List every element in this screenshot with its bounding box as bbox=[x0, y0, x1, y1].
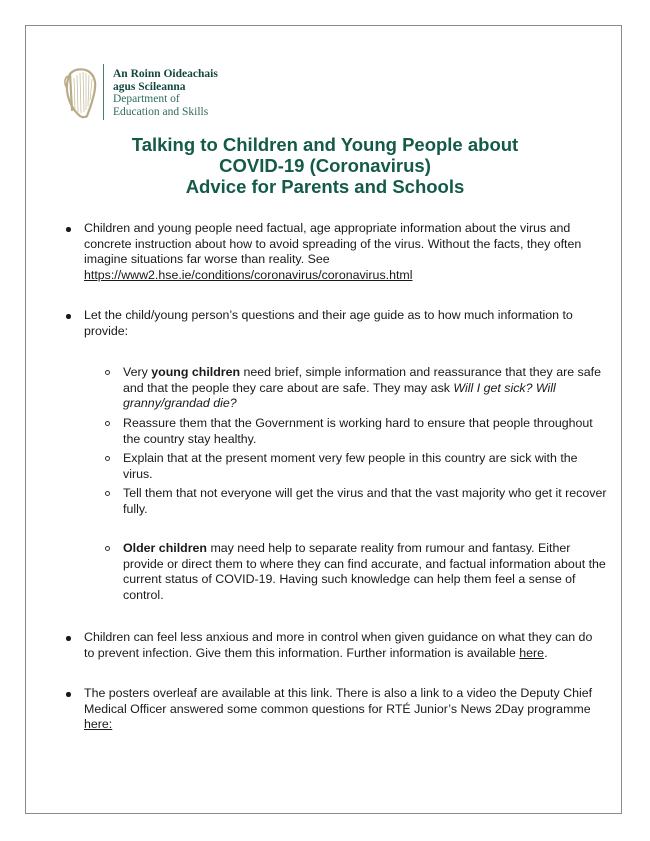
sub-text: may need help to separate reality from rumour and fantasy. Either provide or direct them to where they can find accurate, and factual information about the current status of COVID-19. Having such knowledge can help them feel a sense of control. bbox=[123, 541, 606, 602]
hse-coronavirus-link[interactable]: https://www2.hse.ie/conditions/coronavirus/coronavirus.html bbox=[84, 267, 413, 282]
sub-bullet-circle bbox=[105, 491, 110, 496]
org-irish-line2: agus Scileanna bbox=[113, 80, 186, 93]
department-logo bbox=[60, 64, 218, 124]
title-line-3: Advice for Parents and Schools bbox=[185, 176, 465, 197]
bullet-text: Let the child/young person’s questions and their age guide as to how much information to provide: bbox=[84, 308, 573, 338]
sub-bullet-circle bbox=[105, 456, 110, 461]
bullet-dot bbox=[66, 227, 71, 232]
sub-bullet-recover-fully bbox=[123, 486, 608, 517]
sub-text-pre: Very bbox=[123, 365, 152, 379]
org-irish-line1: An Roinn Oideachais bbox=[113, 68, 218, 80]
sub-bullet-older-children bbox=[123, 541, 608, 603]
sub-text-italic: Will I get sick? Will granny/grandad die? bbox=[123, 380, 556, 411]
sub-bullet-circle bbox=[105, 421, 110, 426]
department-name bbox=[113, 68, 218, 118]
title-line-1: Talking to Children and Young People about bbox=[131, 134, 519, 155]
sub-bullet-reassure-government bbox=[123, 416, 608, 447]
logo-divider bbox=[103, 64, 104, 120]
sub-text-mid: need brief, simple information and reassurance that they are safe and that the people they care about are safe. They may ask bbox=[123, 365, 601, 395]
org-english-line1: Department of bbox=[113, 93, 180, 105]
sub-text: Explain that at the present moment very few people in this country are sick with the virus. bbox=[123, 451, 578, 481]
bullet-dot bbox=[66, 636, 71, 641]
sub-bullet-circle bbox=[105, 546, 110, 551]
bullet-questions-and-age bbox=[84, 308, 604, 339]
harp-icon bbox=[60, 66, 100, 122]
video-link[interactable]: here: bbox=[84, 717, 113, 732]
sub-text-bold: young children bbox=[151, 365, 241, 379]
sub-bullet-circle bbox=[105, 370, 110, 375]
sub-text: Tell them that not everyone will get the virus and that the vast majority who get it recover fully. bbox=[123, 486, 607, 516]
sub-text: Reassure them that the Government is working hard to ensure that people throughout the country stay healthy. bbox=[123, 416, 593, 446]
bullet-posters-video bbox=[84, 686, 604, 733]
title-line-2: COVID-19 (Coronavirus) bbox=[219, 155, 431, 176]
sub-bullet-few-sick bbox=[123, 451, 608, 482]
page-title bbox=[0, 134, 650, 197]
bullet-text-after: . bbox=[544, 645, 548, 660]
org-english-line2: Education and Skills bbox=[113, 105, 209, 118]
bullet-text: Children and young people need factual, age appropriate information about the virus and concrete instruction about how to avoid spreading of the virus. Without the facts, they often imagine situations far worse than reality. See bbox=[84, 221, 582, 267]
sub-text-bold: Older children bbox=[123, 541, 207, 555]
bullet-text: Children can feel less anxious and more in control when given guidance on what they can do to prevent infection. Give them this information. Further information is available bbox=[84, 630, 593, 660]
bullet-dot bbox=[66, 692, 71, 697]
bullet-dot bbox=[66, 314, 71, 319]
further-information-link[interactable]: here bbox=[519, 645, 545, 660]
sub-bullet-young-children bbox=[123, 365, 608, 412]
bullet-text: The posters overleaf are available at this link. There is also a link to a video the Deputy Chief Medical Officer answered some common questions for RTÉ Junior’s News 2Day programme bbox=[84, 686, 593, 716]
bullet-prevent-infection bbox=[84, 630, 604, 661]
bullet-factual-information bbox=[84, 221, 604, 283]
